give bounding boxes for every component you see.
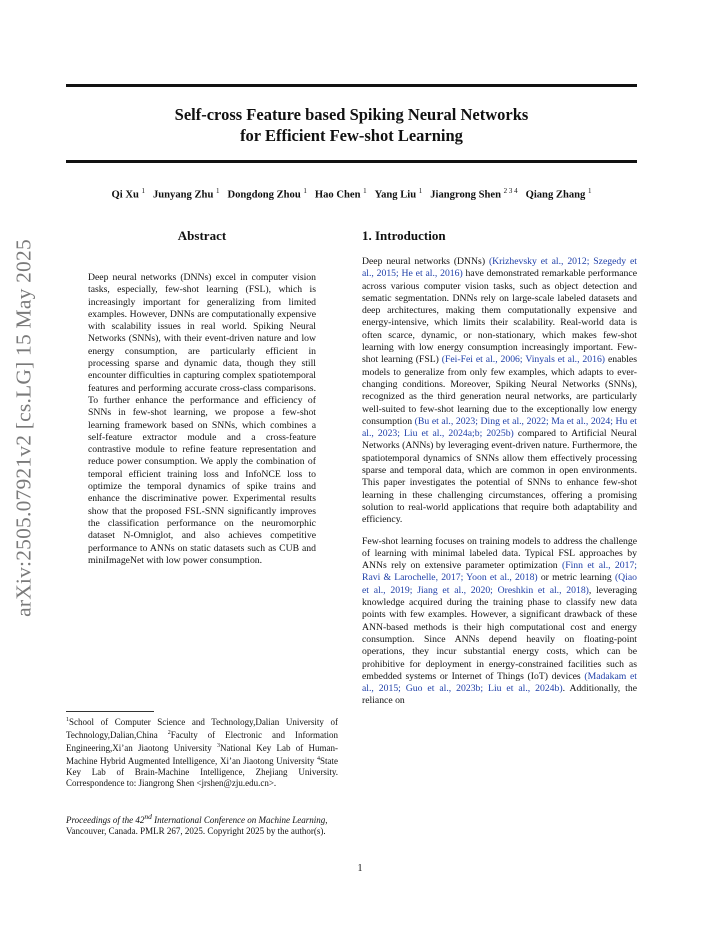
title-line-2: for Efficient Few-shot Learning [240, 126, 463, 145]
citation-link[interactable]: (Madakam et al., 2015; Guo et al., 2023b; Liu et al., 2024b) [362, 670, 638, 695]
page-number: 1 [357, 863, 363, 874]
citation-link[interactable]: (Bu et al., 2023; Ding et al., 2022; Ma et al., 2024; Hu et al., 2023; Liu et al., 2024a;b; 2025b) [362, 415, 637, 440]
footnote-mark-4: 4 [317, 756, 320, 762]
title-top-rule [66, 84, 637, 87]
author-list [66, 187, 637, 201]
author-name: Hao Chen [314, 189, 364, 201]
arxiv-id-text: arXiv:2505.07921v2 [cs.LG] 15 May 2025 [11, 239, 36, 617]
author-affiliation-mark: 1 [215, 187, 220, 195]
paragraph-text: Few-shot learning focuses on training models to address the challenge of learning with minimal labeled data. Typical FSL approaches by ANNs rely on extensive parameter optimization [362, 535, 637, 572]
footnote-mark-3: 3 [217, 743, 220, 749]
arxiv-watermark [4, 220, 44, 636]
paper-title [66, 104, 637, 146]
paragraph-text: , leveraging knowledge acquired during the training phase to classify new data points with few examples. However, a significant drawback of these ANN-based methods is their high computational cost and energy consumption. Since ANNs depend heavily on floating-point operations, they incur substantial energy costs, which can be prohibitive for deployment in energy-constrained facilities such as embedded systems or Internet of Things (IoT) devices [362, 584, 637, 682]
affiliations-footnote [66, 715, 338, 789]
citation-link[interactable]: (Qiao et al., 2019; Jiang et al., 2020; Oreshkin et al., 2018) [362, 572, 637, 596]
intro-paragraph-1 [362, 256, 637, 527]
affiliation-2: Faculty of Electronic and Information Engineering,Xi’an Jiaotong University [66, 730, 338, 753]
author-affiliation-mark: 1 [363, 187, 367, 195]
citation-link[interactable]: (Finn et al., 2017; Ravi & Larochelle, 2017; Yoon et al., 2018) [362, 560, 637, 584]
author-name: Qiang Zhang [525, 189, 588, 201]
right-column [362, 226, 637, 708]
abstract-heading: Abstract [177, 228, 227, 243]
proceedings-rest: , Vancouver, Canada. PMLR 267, 2025. Copyright 2025 by the author(s). [66, 815, 328, 836]
footnote-rule [66, 711, 154, 712]
affiliation-3: National Key Lab of Human-Machine Hybrid Augmented Intelligence, Xi’an Jiaotong University [66, 743, 338, 766]
paragraph-text: have demonstrated remarkable performance across various computer vision tasks, such as object detection and sematic segmentation. DNNs rely on large-scale labeled datasets and deep architectures, making them computationally expensive and energy-intensive, which limits their scalability. Real-world data is often scarce, dynamic, or non-stationary, which makes few-shot learning with low energy consumption increasingly important. Few-shot learning (FSL) [362, 268, 637, 366]
intro-paragraph-2 [362, 536, 637, 708]
left-column [66, 226, 338, 567]
author-affiliation-mark: 1 [303, 187, 307, 195]
affiliation-1: School of Computer Science and Technology,Dalian University of Technology,Dalian,China [66, 717, 338, 740]
affiliation-4: State Key Lab of Brain-Machine Intelligence, Zhejiang University. Correspondence to: Jiangrong Shen <jrshen@zju.edu.cn>. [66, 756, 338, 788]
author-name: Junyang Zhu [152, 189, 216, 201]
proceedings-venue: International Conference on Machine Learning [151, 815, 326, 825]
author-affiliation-mark: 1 [418, 187, 423, 195]
title-bottom-rule [66, 160, 637, 163]
author-name: Jiangrong Shen [430, 189, 504, 201]
paragraph-text: or metric learning [537, 572, 615, 584]
proceedings-pre: Proceedings of the [66, 815, 136, 825]
introduction-heading: 1. Introduction [362, 228, 446, 243]
author-affiliation-mark: 1 [141, 187, 146, 195]
paragraph-text: . Additionally, the reliance on [362, 683, 637, 707]
proceedings-note [66, 811, 338, 837]
author-affiliation-mark: 2 3 4 [503, 187, 518, 195]
proceedings-num: 42 [135, 815, 145, 825]
citation-link[interactable]: (Krizhevsky et al., 2012; Szegedy et al., 2015; He et al., 2016) [362, 256, 638, 280]
title-line-1: Self-cross Feature based Spiking Neural Networks [174, 105, 529, 124]
paragraph-text: compared to Artificial Neural Networks (ANNs) by leveraging event-driven nature. Furthermore, the spatiotemporal dynamics of SNNs allow them effectively processing sparse and temporal data, which are common in open environments. This paper investigates the potential of SNNs to enhance few-shot learning in these challenging circumstances, offering a promising solution to real-world applications that require both adaptability and efficiency. [362, 428, 637, 526]
paragraph-text: enables models to generalize from only few examples, which adapts to ever-changing conditions. Moreover, Spiking Neural Networks (SNNs), recognized as the third generation neural networks, are particularly well-suited to few-shot learning due to the exceptionally low energy consumption [362, 354, 637, 427]
author-name: Yang Liu [374, 189, 419, 201]
author-name: Dongdong Zhou [227, 189, 304, 201]
proceedings-sup: nd [144, 812, 152, 821]
paragraph-text: Deep neural networks (DNNs) [362, 256, 489, 267]
footnote-mark-1: 1 [66, 717, 69, 723]
author-affiliation-mark: 1 [588, 187, 592, 195]
citation-link[interactable]: (Fei-Fei et al., 2006; Vinyals et al., 2016) [441, 354, 606, 366]
author-name: Qi Xu [111, 189, 142, 201]
abstract-body: Deep neural networks (DNNs) excel in computer vision tasks, especially, few-shot learning (FSL), which is increasingly important for generalizing from limited examples. However, DNNs are computationally expensive with scalability issues in real world. Spiking Neural Networks (SNNs), with their event-driven nature and low energy consumption, are particularly efficient in processing sparse and dynamic data, though they still encounter difficulties in capturing complex spatiotemporal features and performing accurate cross-class comparisons. To further enhance the performance and efficiency of SNNs in few-shot learning, we propose a few-shot learning framework based on SNNs, which combines a self-feature extractor module and a cross-feature contrastive module to refine feature representation and reduce power consumption. We apply the combination of temporal efficient training loss and InfoNCE loss to optimize the temporal dynamics of spike trains and enhance the discriminative power. Experimental results show that the proposed FSL-SNN significantly improves the classification performance on the neuromorphic dataset N-Omniglot, and also achieves competitive performance to ANNs on static datasets such as CUB and miniImageNet with low power consumption. [88, 272, 316, 566]
footnote-mark-2: 2 [167, 730, 171, 736]
